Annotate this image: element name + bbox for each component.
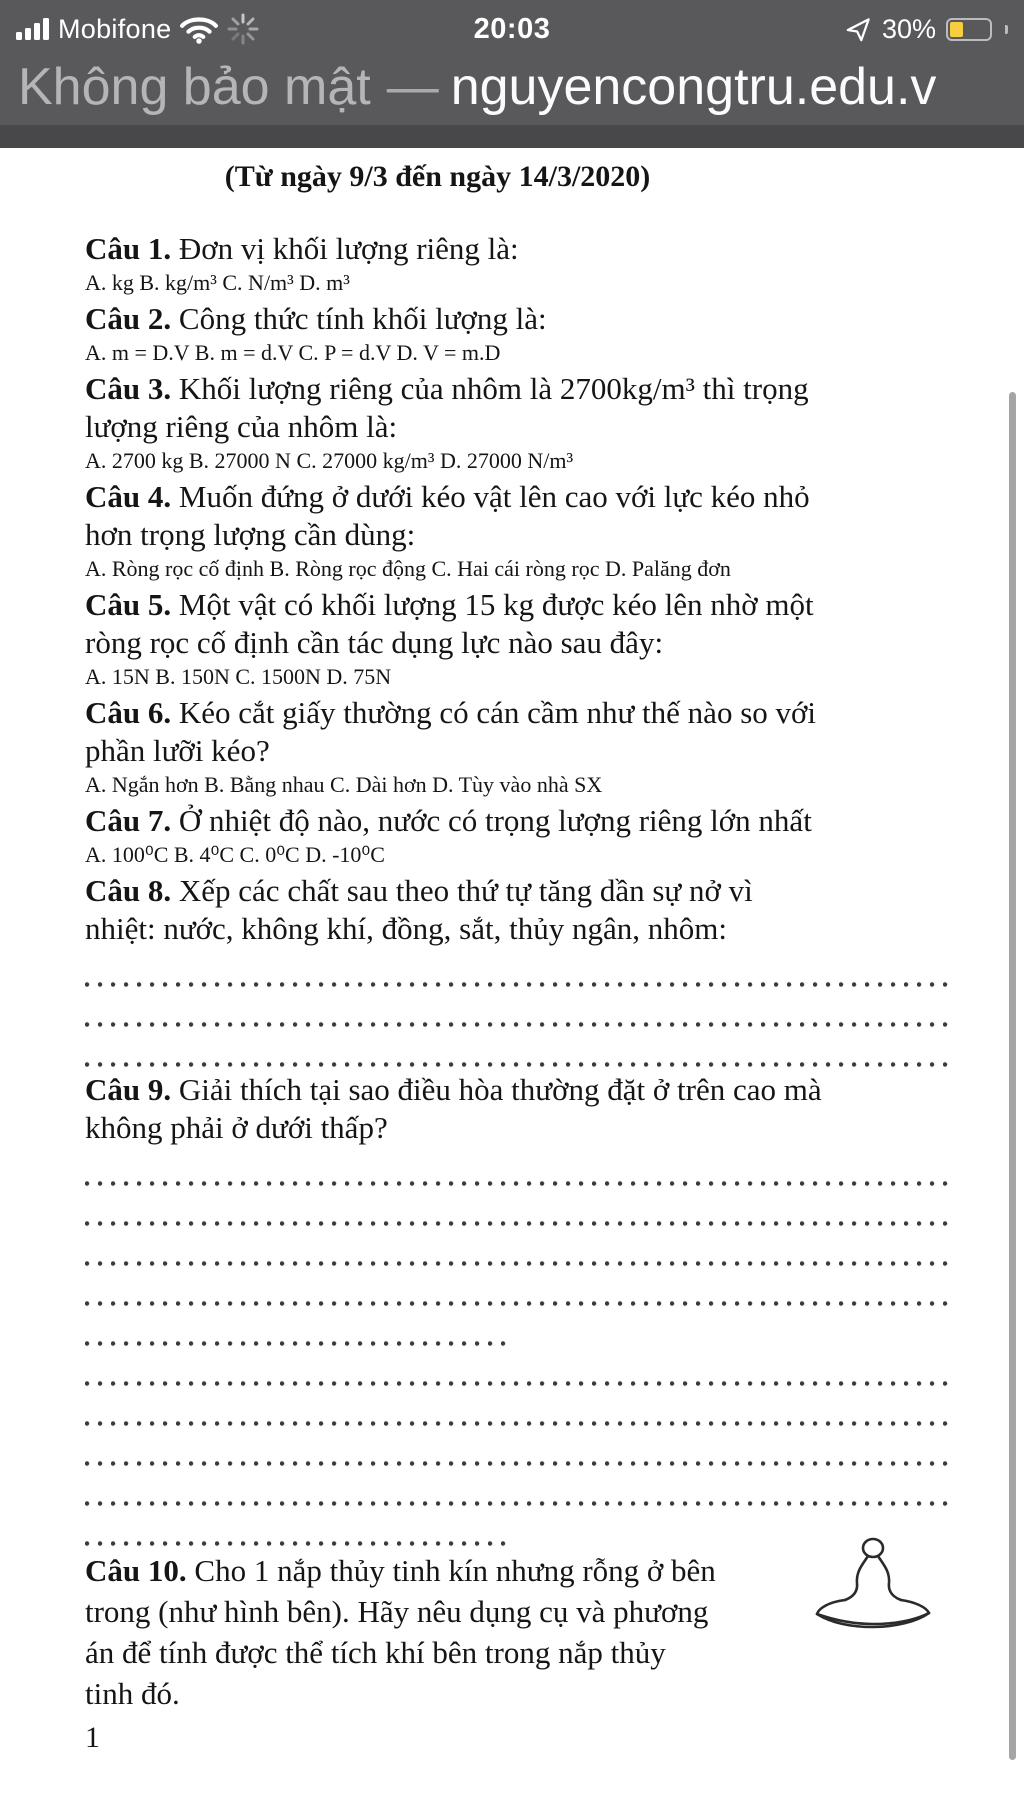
question-label: Câu 3.	[85, 371, 172, 406]
url-security-label: Không bảo mật	[18, 57, 371, 116]
clock-label: 20:03	[473, 12, 551, 45]
question-1	[85, 230, 950, 297]
question-text: Xếp các chất sau theo thứ tự tăng dần sự nở vì	[178, 873, 753, 908]
answer-line	[85, 988, 950, 1028]
question-label: Câu 6.	[85, 695, 172, 730]
answer-line	[85, 1427, 950, 1467]
question-label: Câu 5.	[85, 587, 172, 622]
answer-line	[85, 1387, 950, 1427]
battery-nub	[1005, 25, 1008, 34]
carrier-label: Mobifone	[58, 13, 172, 44]
question-5	[85, 586, 950, 691]
browser-header	[0, 0, 1024, 148]
answer-line	[85, 1467, 950, 1507]
question-text: Một vật có khối lượng 15 kg được kéo lên nhờ một	[178, 587, 814, 622]
question-text: Muốn đứng ở dưới kéo vật lên cao với lực kéo nhỏ	[178, 479, 810, 514]
page-number: 1	[85, 1721, 100, 1754]
question-text: Cho 1 nắp thủy tinh kín nhưng rỗng ở bên	[194, 1553, 716, 1588]
question-text: Công thức tính khối lượng là:	[178, 301, 547, 336]
question-text: Đơn vị khối lượng riêng là:	[178, 231, 519, 266]
question-10	[85, 1550, 950, 1714]
question-text: ròng rọc cố định cần tác dụng lực nào sau đây:	[85, 625, 664, 660]
question-text: Giải thích tại sao điều hòa thường đặt ở trên cao mà	[178, 1072, 822, 1107]
header-bottom-strip	[0, 125, 1024, 148]
question-text: lượng riêng của nhôm là:	[85, 409, 398, 444]
answer-line	[85, 1187, 950, 1227]
answer-line	[85, 1028, 950, 1068]
question-text: án để tính được thể tích khí bên trong nắp thủy	[85, 1635, 666, 1670]
question-label: Câu 2.	[85, 301, 172, 336]
url-separator: —	[386, 57, 439, 116]
question-options: A. kg B. kg/m³ C. N/m³ D. m³	[85, 270, 350, 295]
glass-stopper-figure	[814, 1536, 932, 1634]
question-label: Câu 1.	[85, 231, 172, 266]
battery-icon	[946, 18, 992, 41]
question-text: phần lưỡi kéo?	[85, 733, 270, 768]
question-options: A. Ngắn hơn B. Bằng nhau C. Dài hơn D. Tùy vào nhà SX	[85, 772, 603, 797]
answer-line	[85, 1267, 950, 1307]
answer-line	[85, 1227, 950, 1267]
question-options: A. 100⁰C B. 4⁰C C. 0⁰C D. -10⁰C	[85, 842, 385, 867]
document-page	[0, 148, 1024, 1820]
question-9	[85, 1071, 950, 1547]
url-bar[interactable]	[0, 48, 1024, 125]
answer-line-short	[85, 1307, 509, 1347]
answer-line	[85, 1347, 950, 1387]
question-options: A. 2700 kg B. 27000 N C. 27000 kg/m³ D. 27000 N/m³	[85, 448, 574, 473]
scrollbar[interactable]	[1009, 392, 1016, 1760]
status-bar	[0, 0, 1024, 48]
battery-percent-label: 30%	[881, 13, 937, 44]
question-options: A. 15N B. 150N C. 1500N D. 75N	[85, 664, 392, 689]
document-title: (Từ ngày 9/3 đến ngày 14/3/2020)	[224, 160, 651, 193]
question-options: A. Ròng rọc cố định B. Ròng rọc động C. Hai cái ròng rọc D. Palăng đơn	[85, 556, 731, 581]
answer-line	[85, 1147, 950, 1187]
question-2	[85, 300, 950, 367]
question-4	[85, 478, 950, 583]
question-7	[85, 802, 950, 869]
url-domain-label: nguyencongtru.edu.v	[450, 57, 937, 116]
question-label: Câu 8.	[85, 873, 172, 908]
answer-line	[85, 948, 950, 988]
answer-line-short	[85, 1507, 509, 1547]
question-text: trong (như hình bên). Hãy nêu dụng cụ và phương	[85, 1594, 709, 1629]
question-label: Câu 7.	[85, 803, 172, 838]
question-label: Câu 10.	[85, 1553, 187, 1588]
question-label: Câu 9.	[85, 1072, 172, 1107]
cellular-signal-icon	[16, 18, 49, 40]
page-loading-spinner-icon	[227, 13, 259, 45]
question-text: hơn trọng lượng cần dùng:	[85, 517, 416, 552]
question-text: tinh đó.	[85, 1676, 180, 1711]
wifi-icon	[180, 14, 218, 44]
question-3	[85, 370, 950, 475]
location-arrow-icon	[845, 16, 872, 43]
question-label: Câu 4.	[85, 479, 172, 514]
question-text: Khối lượng riêng của nhôm là 2700kg/m³ thì trọng	[178, 371, 809, 406]
question-8	[85, 872, 950, 1068]
question-text: Kéo cắt giấy thường có cán cầm như thế nào so với	[178, 695, 817, 730]
question-text: Ở nhiệt độ nào, nước có trọng lượng riêng lớn nhất	[178, 803, 812, 838]
question-text: không phải ở dưới thấp?	[85, 1110, 388, 1145]
question-text: nhiệt: nước, không khí, đồng, sắt, thủy ngân, nhôm:	[85, 911, 727, 946]
question-options: A. m = D.V B. m = d.V C. P = d.V D. V = m.D	[85, 340, 501, 365]
question-6	[85, 694, 950, 799]
